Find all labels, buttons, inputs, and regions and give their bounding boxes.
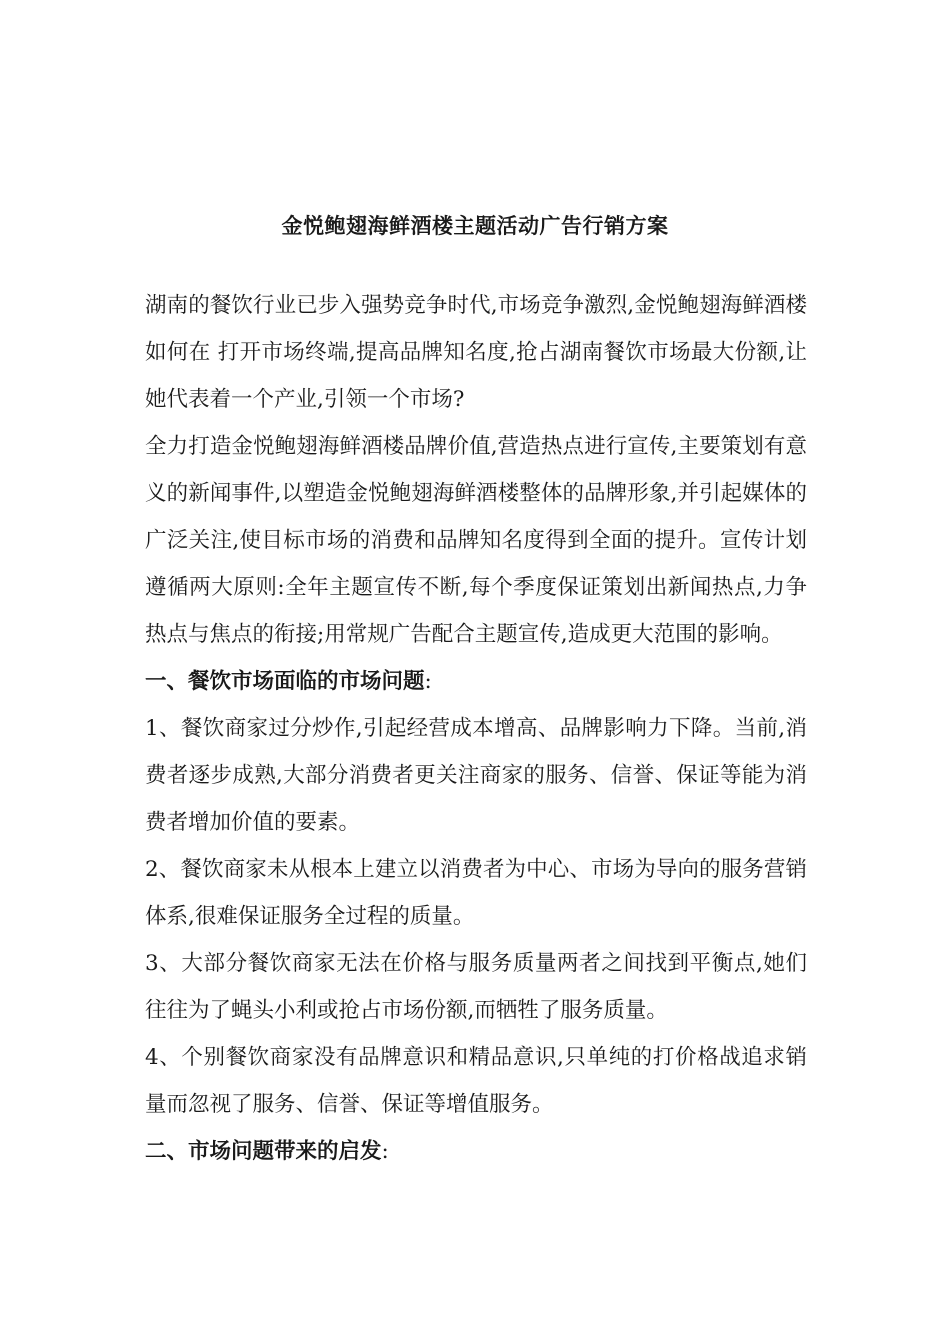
- list-item-4: 4、个别餐饮商家没有品牌意识和精品意识,只单纯的打价格战追求销量而忽视了服务、信誉、保证等增值服务。: [145, 1045, 807, 1117]
- intro-paragraph-2: 全力打造金悦鲍翅海鲜酒楼品牌价值,营造热点进行宣传,主要策划有意义的新闻事件,以塑造金悦鲍翅海鲜酒楼整体的品牌形象,并引起媒体的广泛关注,使目标市场的消费和品牌知名度得到全面的提升。宣传计划遵循两大原则:全年主题宣传不断,每个季度保证策划出新闻热点,力争热点与焦点的衔接;用常规广告配合主题宣传,造成更大范围的影响。: [145, 434, 807, 647]
- section-heading-1: [145, 658, 807, 705]
- intro-paragraph-1: 湖南的餐饮行业已步入强势竞争时代,市场竞争激烈,金悦鲍翅海鲜酒楼如何在 打开市场终端,提高品牌知名度,抢占湖南餐饮市场最大份额,让她代表着一个产业,引领一个市场?: [145, 293, 807, 412]
- list-item-2: 2、餐饮商家未从根本上建立以消费者为中心、市场为导向的服务营销体系,很难保证服务全过程的质量。: [145, 857, 807, 929]
- list-item-3: 3、大部分餐饮商家无法在价格与服务质量两者之间找到平衡点,她们往往为了蝇头小利或抢占市场份额,而牺牲了服务质量。: [145, 951, 807, 1023]
- section-heading-2-text: 二、市场问题带来的启发: [145, 1139, 382, 1164]
- section-heading-1-text: 一、餐饮市场面临的市场问题: [145, 669, 425, 694]
- document-body: [145, 282, 807, 1175]
- section-heading-2: [145, 1128, 807, 1175]
- list-item-1: 1、餐饮商家过分炒作,引起经营成本增高、品牌影响力下降。当前,消费者逐步成熟,大部分消费者更关注商家的服务、信誉、保证等能为消费者增加价值的要素。: [145, 716, 807, 835]
- section-heading-2-colon: :: [381, 1139, 389, 1164]
- section-heading-1-colon: :: [424, 669, 432, 694]
- document-title: 金悦鲍翅海鲜酒楼主题活动广告行销方案: [281, 214, 669, 238]
